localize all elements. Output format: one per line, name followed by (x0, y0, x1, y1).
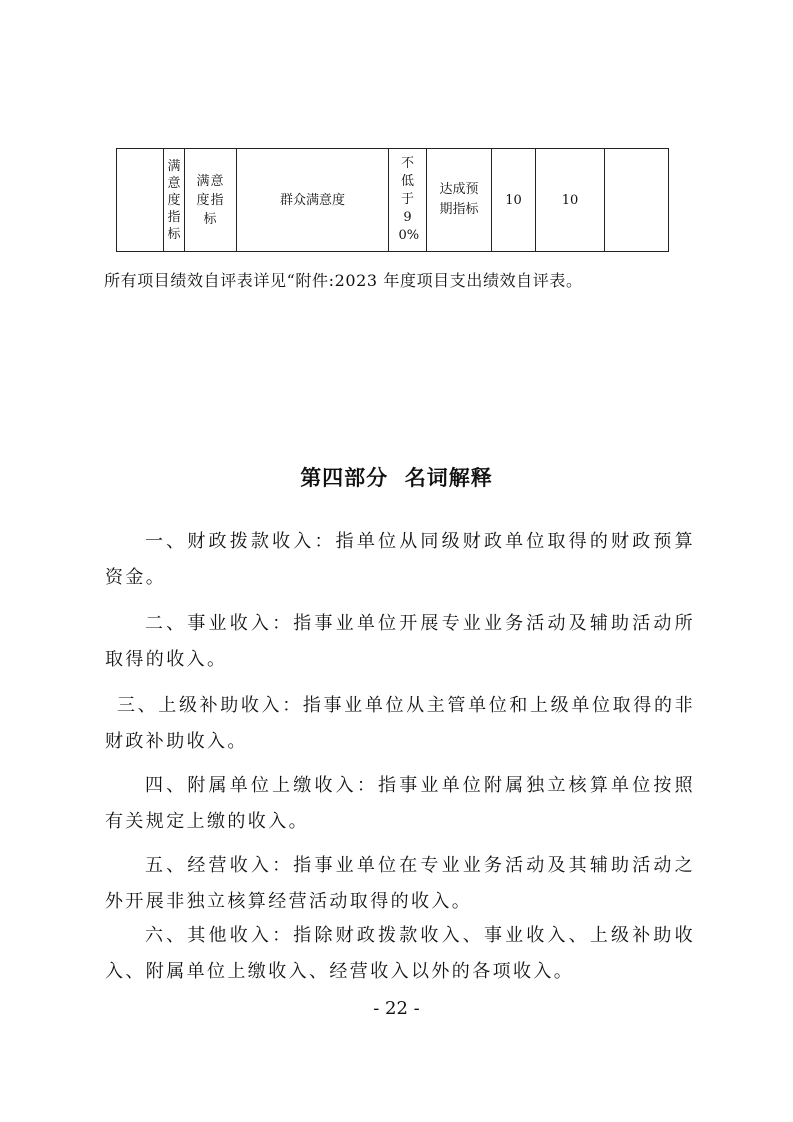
definition-paragraph: 三、上级补助收入：指事业单位从主管单位和上级单位取得的非财政补助收入。 (105, 695, 695, 752)
level2-indicator-cell: 满意度指标 (164, 149, 185, 252)
level3-indicator-cell: 满意度指标 (185, 149, 237, 252)
definition-paragraph: 四、附属单位上缴收入：指事业单位附属独立核算单位按照有关规定上缴的收入。 (105, 775, 695, 832)
page-number: - 22 - (373, 998, 420, 1019)
section-title: 第四部分 名词解释 (300, 465, 493, 490)
definition-paragraph: 六、其他收入：指除财政拨款收入、事业收入、上级补助收入、附属单位上缴收入、经营收入以外的各项收入。 (105, 925, 695, 982)
target-value-cell: 不低于90% (389, 149, 427, 252)
actual-result-cell: 达成预期指标 (427, 149, 492, 252)
remark-cell (605, 149, 669, 252)
indicator-name-cell: 群众满意度 (237, 149, 389, 252)
score-cell: 10 (536, 149, 605, 252)
definition-paragraph: 五、经营收入：指事业单位在专业业务活动及其辅助活动之外开展非独立核算经营活动取得的收入。 (105, 855, 695, 912)
table-note: 所有项目绩效自评表详见“附件:2023 年度项目支出绩效自评表。 (104, 271, 583, 290)
definition-paragraph: 一、财政拨款收入：指单位从同级财政单位取得的财政预算资金。 (105, 531, 695, 588)
level1-indicator-cell (117, 149, 164, 252)
table-row (117, 149, 669, 252)
performance-table (116, 148, 669, 252)
weight-cell: 10 (492, 149, 536, 252)
definition-paragraph: 二、事业收入：指事业单位开展专业业务活动及辅助活动所取得的收入。 (105, 613, 695, 670)
